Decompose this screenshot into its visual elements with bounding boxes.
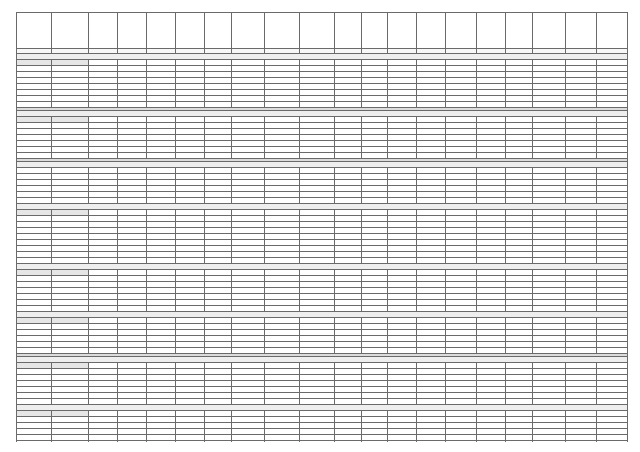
table-cell	[334, 441, 361, 443]
table-header-row	[17, 13, 628, 49]
column-header	[118, 13, 147, 49]
column-header	[532, 13, 565, 49]
table-cell	[204, 441, 231, 443]
table-cell	[52, 441, 89, 443]
column-header	[388, 13, 417, 49]
column-header	[264, 13, 299, 49]
table-cell	[477, 441, 506, 443]
column-header	[175, 13, 204, 49]
table-cell	[361, 441, 388, 443]
table-cell	[388, 441, 417, 443]
table-cell	[118, 441, 147, 443]
table-cell	[446, 441, 477, 443]
table-cell	[532, 441, 565, 443]
table-cell	[147, 441, 176, 443]
column-header	[52, 13, 89, 49]
column-header	[596, 13, 627, 49]
document-page	[16, 12, 628, 442]
column-header	[147, 13, 176, 49]
table-cell	[175, 441, 204, 443]
program-table	[16, 12, 628, 442]
column-header	[334, 13, 361, 49]
table-cell	[299, 441, 334, 443]
column-header	[477, 13, 506, 49]
column-header	[361, 13, 388, 49]
column-header	[231, 13, 264, 49]
column-header	[204, 13, 231, 49]
table-cell	[417, 441, 446, 443]
table-row	[17, 441, 628, 443]
table-cell	[89, 441, 118, 443]
column-header	[446, 13, 477, 49]
column-header	[565, 13, 596, 49]
column-header	[89, 13, 118, 49]
table-cell	[565, 441, 596, 443]
table-cell	[231, 441, 264, 443]
column-header	[417, 13, 446, 49]
table-cell	[596, 441, 627, 443]
column-header	[506, 13, 533, 49]
table-cell	[506, 441, 533, 443]
table-cell	[17, 441, 52, 443]
column-header	[299, 13, 334, 49]
table-cell	[264, 441, 299, 443]
column-header	[17, 13, 52, 49]
